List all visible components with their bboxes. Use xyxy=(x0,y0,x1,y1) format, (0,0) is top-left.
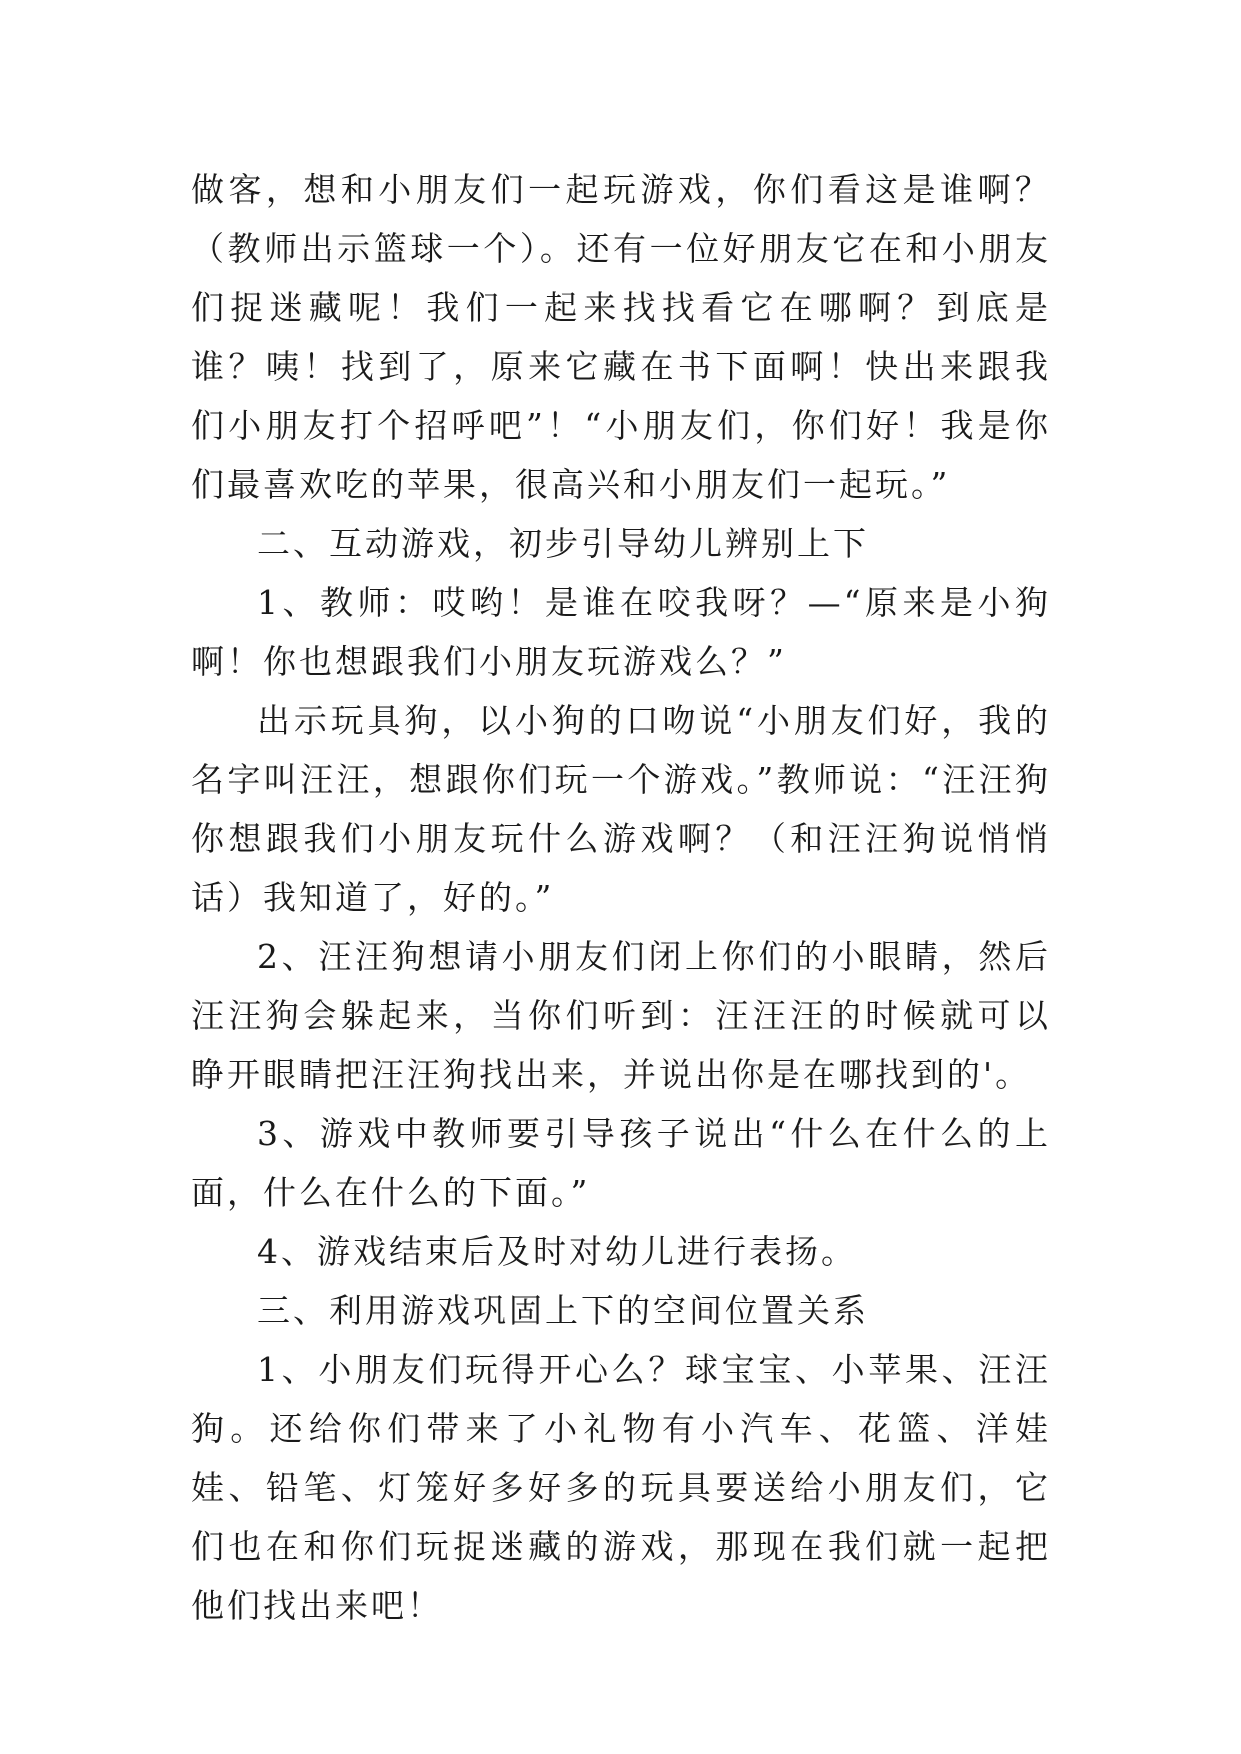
section-heading-2: 二、互动游戏，初步引导幼儿辨别上下 xyxy=(257,524,869,563)
paragraph-intro-continued: 做客，想和小朋友们一起玩游戏，你们看这是谁啊？（教师出示篮球一个）。还有一位好朋友它在和小朋友们捉迷藏呢！我们一起来找找看它在哪啊？到底是谁？咦！找到了，原来它藏在书下面啊！快出来跟我们小朋友打个招呼吧”！“小朋友们，你们好！我是你们最喜欢吃的苹果，很高兴和小朋友们一起玩。” xyxy=(191,170,1051,504)
paragraph-2-2: 2、汪汪狗想请小朋友们闭上你们的小眼睛，然后汪汪狗会躲起来，当你们听到：汪汪汪的时候就可以睁开眼睛把汪汪狗找出来，并说出你是在哪找到的'。 xyxy=(191,937,1051,1094)
paragraph-2-4: 4、游戏结束后及时对幼儿进行表扬。 xyxy=(257,1232,857,1271)
paragraph-2-1: 1、教师：哎哟！是谁在咬我呀？—“原来是小狗啊！你也想跟我们小朋友玩游戏么？” xyxy=(191,583,1051,681)
section-heading-3: 三、利用游戏巩固上下的空间位置关系 xyxy=(257,1291,869,1330)
paragraph-2-3: 3、游戏中教师要引导孩子说出“什么在什么的上面，什么在什么的下面。” xyxy=(191,1114,1051,1212)
paragraph-3-1: 1、小朋友们玩得开心么？球宝宝、小苹果、汪汪狗。还给你们带来了小礼物有小汽车、花篮、洋娃娃、铅笔、灯笼好多好多的玩具要送给小朋友们，它们也在和你们玩捉迷藏的游戏，那现在我们就一起把他们找出来吧！ xyxy=(191,1350,1051,1625)
document-body xyxy=(191,160,1051,1635)
paragraph-2-1-detail: 出示玩具狗，以小狗的口吻说“小朋友们好，我的名字叫汪汪，想跟你们玩一个游戏。”教师说：“汪汪狗你想跟我们小朋友玩什么游戏啊？（和汪汪狗说悄悄话）我知道了，好的。” xyxy=(191,701,1051,917)
